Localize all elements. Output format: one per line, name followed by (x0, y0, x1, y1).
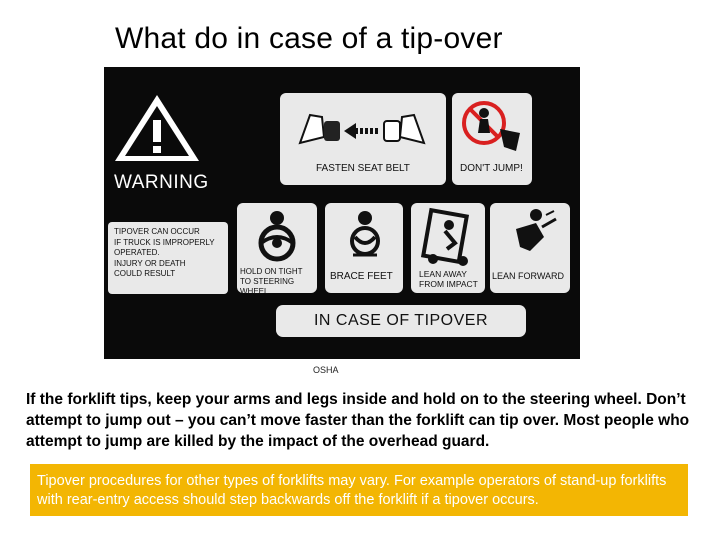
panel-dont-jump (452, 93, 532, 185)
brace-feet-icon (337, 209, 393, 261)
body-paragraph: If the forklift tips, keep your arms and legs inside and hold on to the steering wheel. Don’t attempt to jump out – you can’t move faster than the forklift can tip over. Most people who attempt to jump are killed by the impact of the overhead guard. (26, 391, 690, 450)
steering-wheel-icon (247, 209, 307, 261)
image-credit: OSHA (313, 365, 339, 375)
lean-forward-label: LEAN FORWARD (492, 271, 565, 281)
hold-on-label: HOLD ON TIGHT TO STEERING WHEEL (240, 267, 303, 296)
lean-away-icon (419, 209, 477, 265)
warning-text: TIPOVER CAN OCCUR IF TRUCK IS IMPROPERLY OPERATED. INJURY OR DEATH COULD RESULT (108, 222, 228, 294)
warning-sign-image (104, 67, 580, 359)
tipover-banner: IN CASE OF TIPOVER (276, 305, 526, 337)
panel-lean-forward (490, 203, 570, 293)
warning-heading: WARNING (114, 172, 209, 193)
note-box: Tipover procedures for other types of forklifts may vary. For example operators of stand-up forklifts with rear-entry access should step backwards off the forklift if a tipover occurs. (30, 464, 688, 516)
slide-title: What do in case of a tip-over (115, 22, 503, 55)
panel-lean-away (411, 203, 485, 293)
seat-belt-label: FASTEN SEAT BELT (316, 163, 410, 174)
panel-brace-feet (325, 203, 403, 293)
dont-jump-label: DON'T JUMP! (460, 163, 523, 174)
lean-away-label: LEAN AWAY FROM IMPACT (419, 269, 478, 289)
seat-belt-icon (292, 103, 432, 153)
panel-hold-on (237, 203, 317, 296)
no-jump-icon (460, 99, 524, 155)
brace-feet-label: BRACE FEET (330, 271, 393, 282)
warning-triangle-icon (112, 92, 202, 164)
lean-forward-icon (502, 207, 560, 263)
panel-seat-belt (280, 93, 446, 185)
